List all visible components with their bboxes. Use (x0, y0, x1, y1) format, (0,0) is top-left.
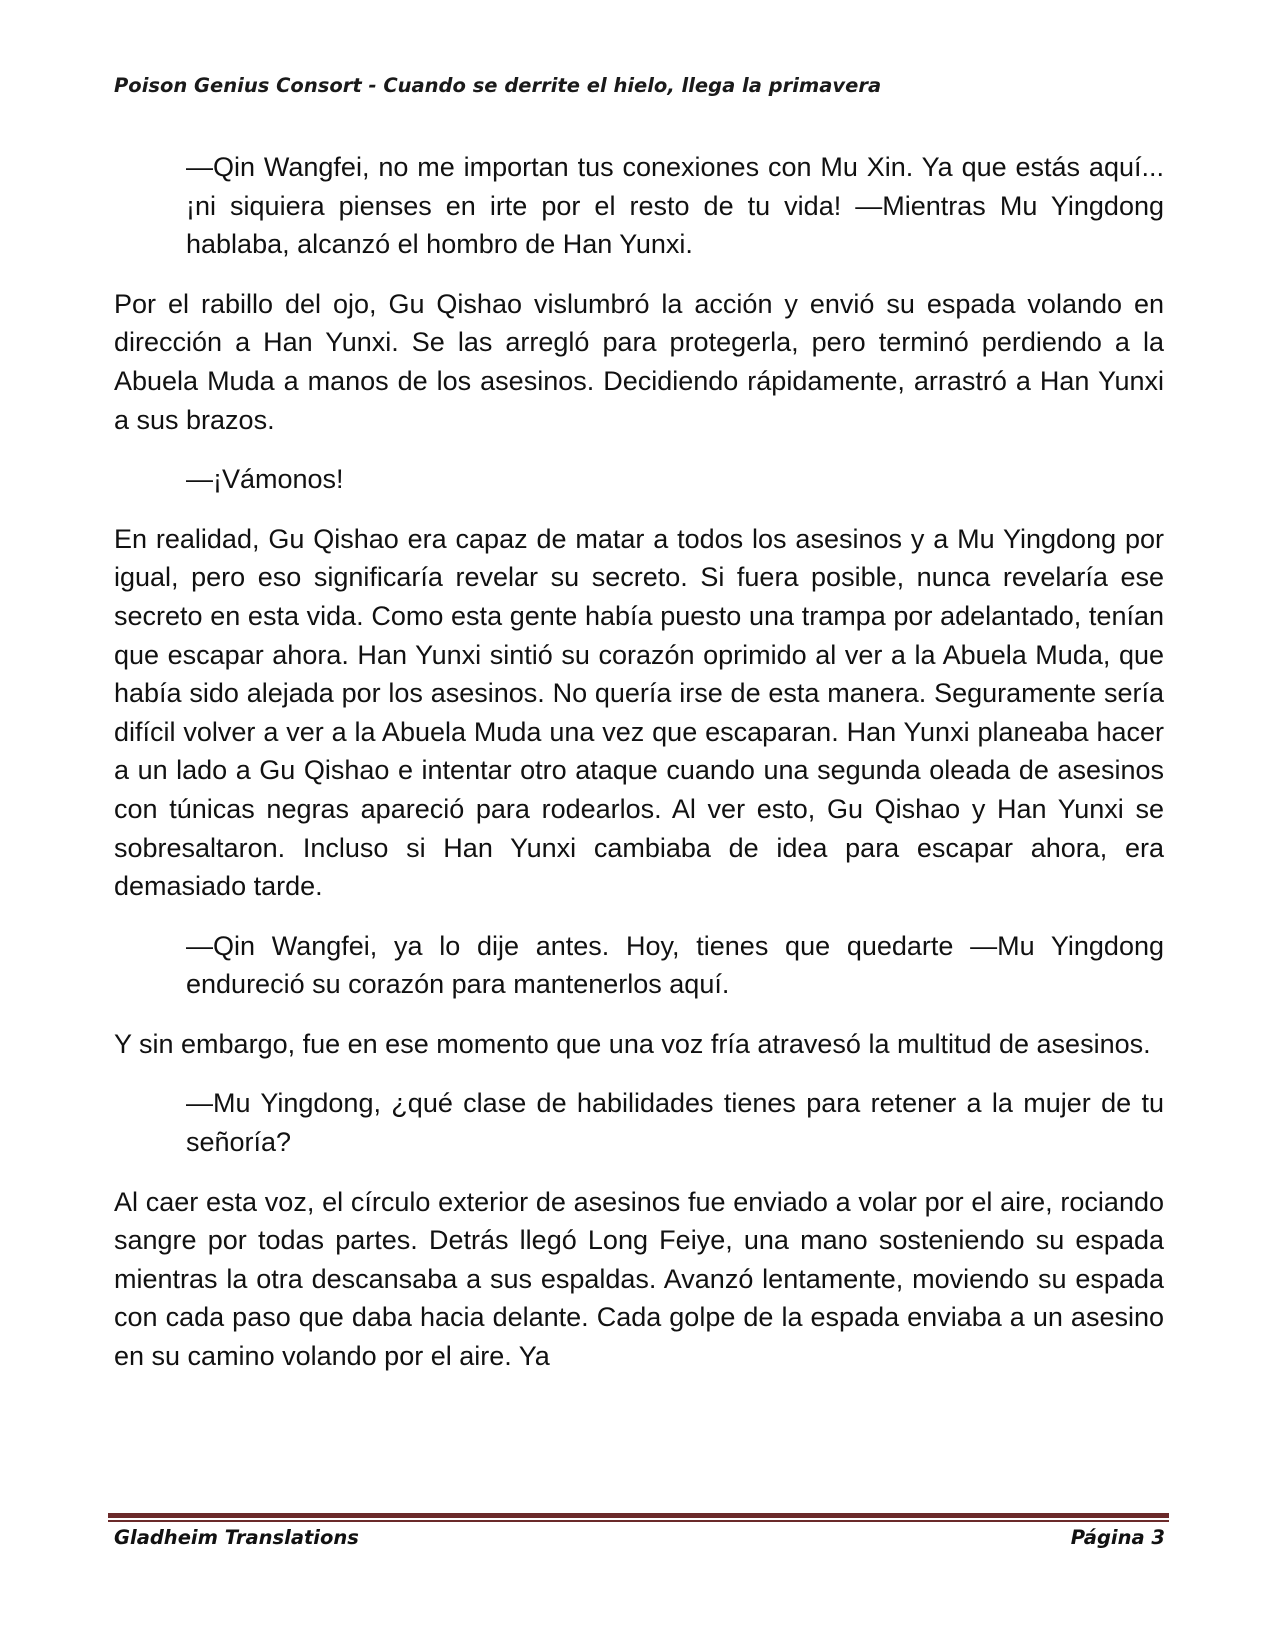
paragraph-dialog: —¡Vámonos! (186, 464, 344, 495)
page-number: Página 3 (1070, 1526, 1165, 1549)
running-header: Poison Genius Consort - Cuando se derrite el hielo, llega la primavera (114, 74, 882, 97)
paragraph-narration: Y sin embargo, fue en ese momento que una voz fría atravesó la multitud de asesinos. (114, 1028, 1151, 1059)
paragraph-narration: Al caer esta voz, el círculo exterior de asesinos fue enviado a volar por el aire, rociando sangre por todas partes. Detrás llegó Long Feiye, una mano sosteniendo su espada mientras la otra descansaba a sus espaldas. Avanzó lentamente, moviendo su espada con cada paso que daba hacia delante. Cada golpe de la espada enviaba a un asesino en su camino volando por el aire. Ya (114, 1186, 1164, 1372)
footer-divider-thick (108, 1513, 1169, 1518)
paragraph-narration: En realidad, Gu Qishao era capaz de matar a todos los asesinos y a Mu Yingdong por igual, pero eso significaría revelar su secreto. Si fuera posible, nunca revelaría ese secreto en esta vida. Como esta gente había puesto una trampa por adelantado, tenían que escapar ahora. Han Yunxi sintió su corazón oprimido al ver a la Abuela Muda, que había sido alejada por los asesinos. No quería irse de esta manera. Seguramente sería difícil volver a ver a la Abuela Muda una vez que escaparan. Han Yunxi planeaba hacer a un lado a Gu Qishao e intentar otro ataque cuando una segunda oleada de asesinos con túnicas negras apareció para rodearlos. Al ver esto, Gu Qishao y Han Yunxi se sobresaltaron. Incluso si Han Yunxi cambiaba de idea para escapar ahora, era demasiado tarde. (114, 523, 1164, 902)
footer-divider-thin (108, 1520, 1169, 1522)
paragraph-narration: Por el rabillo del ojo, Gu Qishao vislumbró la acción y envió su espada volando en dirección a Han Yunxi. Se las arregló para protegerla, pero terminó perdiendo a la Abuela Muda a manos de los asesinos. Decidiendo rápidamente, arrastró a Han Yunxi a sus brazos. (114, 288, 1164, 435)
body-text (114, 148, 1164, 1397)
footer-publisher: Gladheim Translations (114, 1526, 359, 1549)
footer-divider (108, 1513, 1169, 1522)
paragraph-dialog: —Qin Wangfei, ya lo dije antes. Hoy, tienes que quedarte —Mu Yingdong endureció su corazón para mantenerlos aquí. (186, 930, 1164, 1000)
paragraph-dialog: —Mu Yingdong, ¿qué clase de habilidades tienes para retener a la mujer de tu señoría? (186, 1088, 1164, 1158)
paragraph-dialog: —Qin Wangfei, no me importan tus conexiones con Mu Xin. Ya que estás aquí... ¡ni siquiera pienses en irte por el resto de tu vida! —Mientras Mu Yingdong hablaba, alcanzó el hombro de Han Yunxi. (186, 152, 1164, 260)
